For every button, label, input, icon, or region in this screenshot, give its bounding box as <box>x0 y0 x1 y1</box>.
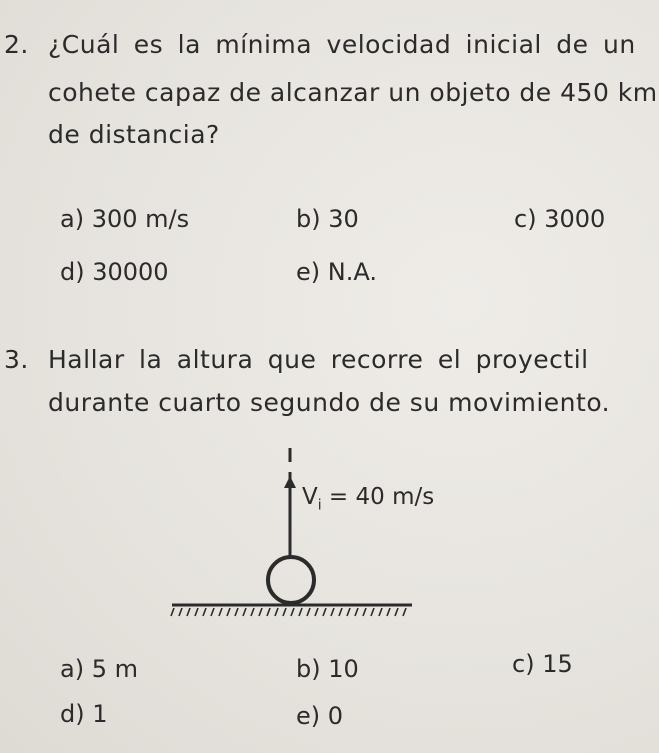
question-3-number: 3. <box>4 345 29 374</box>
velocity-value: = 40 m/s <box>321 484 435 510</box>
question-2-number: 2. <box>4 30 29 59</box>
question-2-line-3: de distancia? <box>48 120 220 149</box>
question-3-option-e: e) 0 <box>296 702 344 730</box>
question-3-option-c: c) 15 <box>512 650 573 678</box>
question-2-option-b: b) 30 <box>296 205 359 233</box>
question-2-option-e: e) N.A. <box>296 258 377 286</box>
question-3-option-a: a) 5 m <box>60 655 138 683</box>
velocity-subscript: i <box>317 497 322 514</box>
question-3-option-b: b) 10 <box>296 655 359 683</box>
question-2-line-2: cohete capaz de alcanzar un objeto de 450 km <box>48 78 658 107</box>
velocity-label <box>302 484 434 514</box>
ball-on-ground-icon <box>150 440 450 630</box>
question-3-line-2: durante cuarto segundo de su movimiento. <box>48 388 611 417</box>
question-2-option-c: c) 3000 <box>514 205 606 233</box>
question-2-option-d: d) 30000 <box>60 258 169 286</box>
question-2-line-1: ¿Cuál es la mínima velocidad inicial de un <box>48 30 636 59</box>
velocity-symbol: V <box>302 484 318 510</box>
ball <box>268 557 314 603</box>
ground-hatching <box>171 608 406 616</box>
velocity-arrow-head <box>284 476 296 488</box>
question-2-option-a: a) 300 m/s <box>60 205 190 233</box>
question-3-option-d: d) 1 <box>60 700 108 728</box>
projectile-figure <box>150 440 450 630</box>
question-3-line-1: Hallar la altura que recorre el proyectil <box>48 345 589 374</box>
